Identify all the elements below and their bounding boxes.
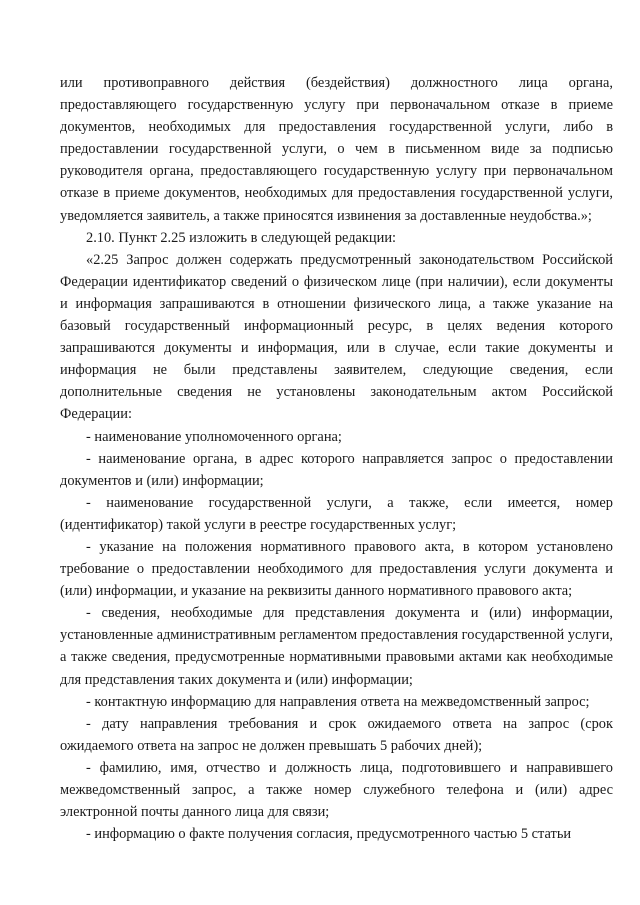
list-item: - наименование уполномоченного органа; <box>86 428 342 445</box>
list-item: - информацию о факте получения согласия, предусмотренного частью 5 статьи <box>86 826 572 843</box>
list-item: - наименование государственной услуги, а также, если имеется, номер (идентификатор) такой услуги в реестре государственных услуг; <box>60 494 613 533</box>
list-item: - контактную информацию для направления ответа на межведомственный запрос; <box>86 693 590 710</box>
paragraph-item-2-25: «2.25 Запрос должен содержать предусмотренный законодательством Российской Федерации идентификатор сведений о физическом лице (при наличии), если документы и информация запрашиваются в отношении физического лица, а также указание на базовый государственный информационный ресурс, в целях ведения которого запрашиваются документы и информация, или в случае, если такие документы и информация не были представлены заявителем, следующие сведения, если дополнительные сведения не установлены законодательным актом Российской Федерации: <box>60 251 613 423</box>
document-body <box>60 72 613 845</box>
paragraph-item-2-10: 2.10. Пункт 2.25 изложить в следующей редакции: <box>86 229 397 246</box>
list-item: - указание на положения нормативного правового акта, в котором установлено требование о предоставлении необходимого для предоставления услуги документа и (или) информации, и указание на реквизиты данного нормативного правового акта; <box>60 538 613 600</box>
list-item: - фамилию, имя, отчество и должность лица, подготовившего и направившего межведомственный запрос, а также номер служебного телефона и (или) адрес электронной почты данного лица для связи; <box>60 759 613 821</box>
list-item: - наименование органа, в адрес которого направляется запрос о предоставлении документов и (или) информации; <box>60 450 613 489</box>
list-item: - дату направления требования и срок ожидаемого ответа на запрос (срок ожидаемого ответа на запрос не должен превышать 5 рабочих дней); <box>60 715 613 754</box>
paragraph-continuation: или противоправного действия (бездействия) должностного лица органа, предоставляющего государственную услугу при первоначальном отказе в приеме документов, необходимых для предоставления государственной услуги, либо в предоставлении государственной услуги, о чем в письменном виде за подписью руководителя органа, предоставляющего государственную услугу при первоначальном отказе в приеме документов, необходимых для предоставления государственной услуги, уведомляется заявитель, а также приносятся извинения за доставленные неудобства.»; <box>60 75 613 224</box>
list-item: - сведения, необходимые для представления документа и (или) информации, установленные административным регламентом предоставления государственной услуги, а также сведения, предусмотренные нормативными правовыми актами как необходимые для представления таких документа и (или) информации; <box>60 605 613 688</box>
